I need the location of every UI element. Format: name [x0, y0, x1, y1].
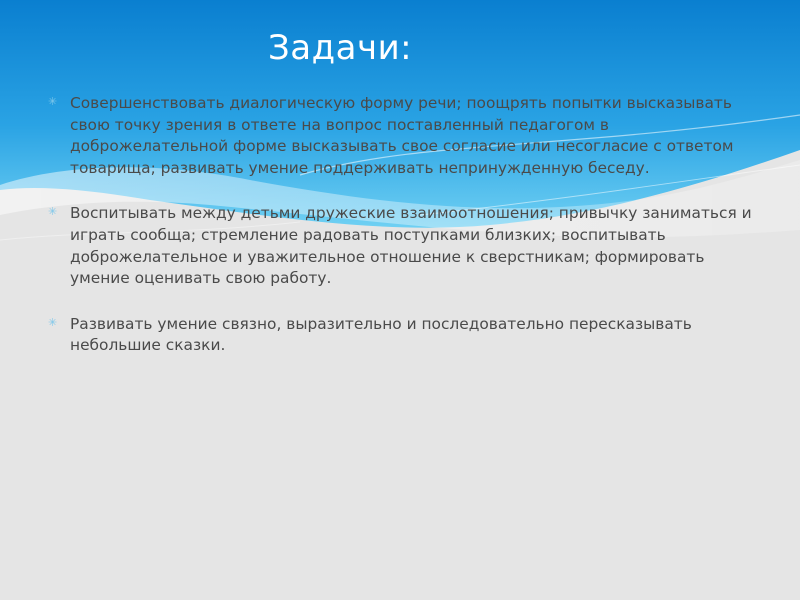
slide-title: Задачи:	[268, 28, 413, 68]
star-bullet-icon: ✳	[48, 95, 58, 108]
list-item	[48, 203, 763, 289]
star-bullet-icon: ✳	[48, 205, 58, 219]
list-item-text: Совершенствовать диалогическую форму речи; поощрять попытки высказывать свою точку зрения в ответе на вопрос поставленный педагогом в доброжелательной форме высказывать свое согласие или несогласие с ответом товарища; развивать умение поддерживать непринужденную беседу.	[70, 94, 734, 177]
list-item	[48, 314, 763, 357]
star-bullet-icon: ✳	[48, 315, 58, 329]
list-item-text: Развивать умение связно, выразительно и последовательно пересказывать небольшие сказки.	[70, 314, 692, 355]
list-item	[48, 93, 763, 179]
list-item-text: Воспитывать между детьми дружеские взаимоотношения; привычку заниматься и играть сообща; стремление радовать поступками близких; воспитывать доброжелательное и уважительное отношение к сверстникам; формировать умение оценивать свою работу.	[70, 204, 752, 288]
task-list	[48, 93, 763, 381]
